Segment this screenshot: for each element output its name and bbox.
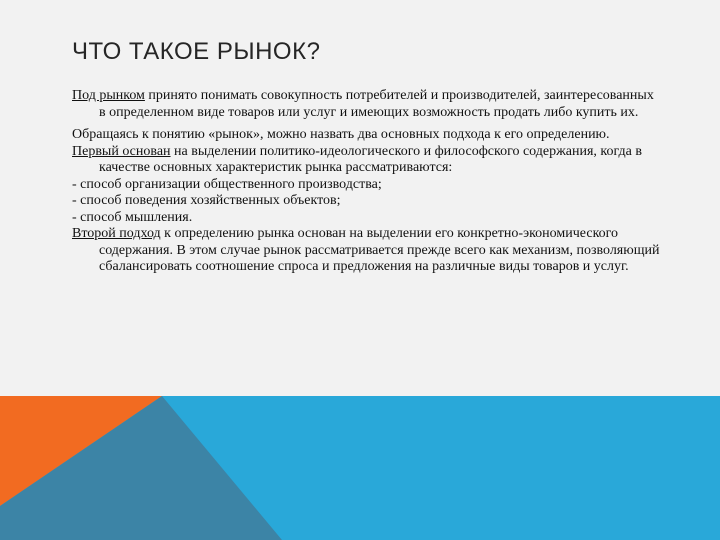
definition-text: принято понимать совокупность потребителей и производителей, заинтересованных в определенном виде товаров или услуг и имеющих возможность продать либо купить их. [99,88,654,120]
slide-title: ЧТО ТАКОЕ РЫНОК? [72,38,321,65]
list-item: - способ мышления. [72,209,193,225]
second-approach [72,226,662,276]
term-market: Под рынком [72,88,145,103]
second-approach-term: Второй подход [72,226,161,241]
list-item: - способ поведения хозяйственных объектов; [72,193,341,208]
definition-paragraph [72,88,662,121]
approaches-intro: Обращаясь к понятию «рынок», можно назвать два основных подхода к его определению. [72,127,610,142]
first-approach-term: Первый основан [72,143,171,159]
second-approach-text: к определению рынка основан на выделении его конкретно-экономического содержания. В этом случае рынок рассматривается прежде всего как механизм, позволяющий сбалансировать соотношение спроса и предложения на различные виды товаров и услуг. [99,226,660,274]
list-item: - способ организации общественного производства; [72,176,382,192]
first-approach-text: на выделении политико-идеологического и философского содержания, когда в качестве основных характеристик рынка рассматриваются: [99,143,642,175]
slide-body [72,88,662,282]
approaches-paragraph [72,127,662,276]
first-approach [72,143,662,177]
decorative-shapes [0,396,720,540]
